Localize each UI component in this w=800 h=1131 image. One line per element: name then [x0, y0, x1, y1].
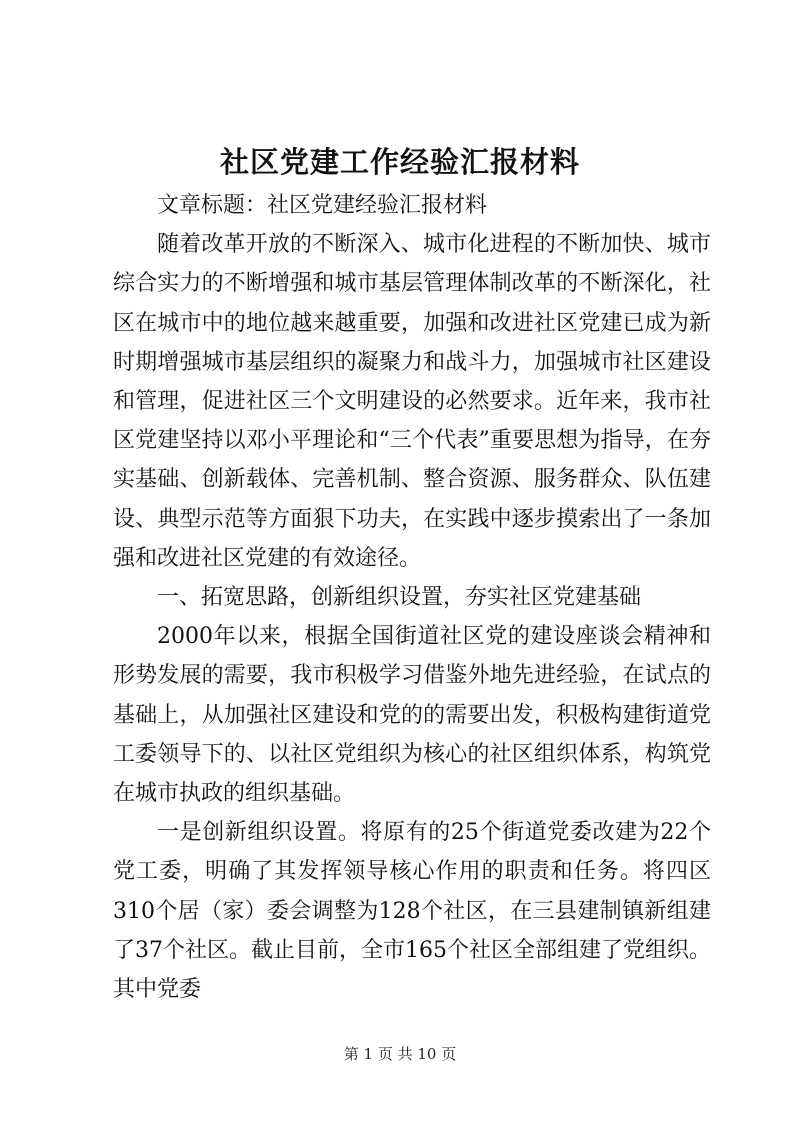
document-body [113, 186, 711, 1009]
section-heading: 一、拓宽思路，创新组织设置，夯实社区党建基础 [157, 585, 642, 611]
body-paragraph: 一是创新组织设置。将原有的25个街道党委改建为22个党工委，明确了其发挥领导核心作用的职责和任务。将四区310个居（家）委会调整为128个社区，在三县建制镇新组建了37个社区。截止目前，全市165个社区全部组建了党组织。其中党委 [113, 820, 711, 1003]
body-paragraph: 2000年以来，根据全国街道社区党的建设座谈会精神和形势发展的需要，我市积极学习借鉴外地先进经验，在试点的基础上，从加强社区建设和党的的需要出发，积极构建街道党工委领导下的、以社区党组织为核心的社区组织体系，构筑党在城市执政的组织基础。 [113, 624, 711, 807]
intro-paragraph: 随着改革开放的不断深入、城市化进程的不断加快、城市综合实力的不断增强和城市基层管理体制改革的不断深化，社区在城市中的地位越来越重要，加强和改进社区党建已成为新时期增强城市基层组织的凝聚力和战斗力，加强城市社区建设和管理，促进社区三个文明建设的必然要求。近年来，我市社区党建坚持以邓小平理论和“三个代表”重要思想为指导，在夯实基础、创新载体、完善机制、整合资源、服务群众、队伍建设、典型示范等方面狠下功夫，在实践中逐步摸索出了一条加强和改进社区党建的有效途径。 [113, 232, 711, 571]
document-title: 社区党建工作经验汇报材料 [219, 145, 580, 179]
page-footer: 第 1 页 共 10 页 [343, 1045, 457, 1063]
article-title-line: 文章标题：社区党建经验汇报材料 [157, 193, 488, 218]
